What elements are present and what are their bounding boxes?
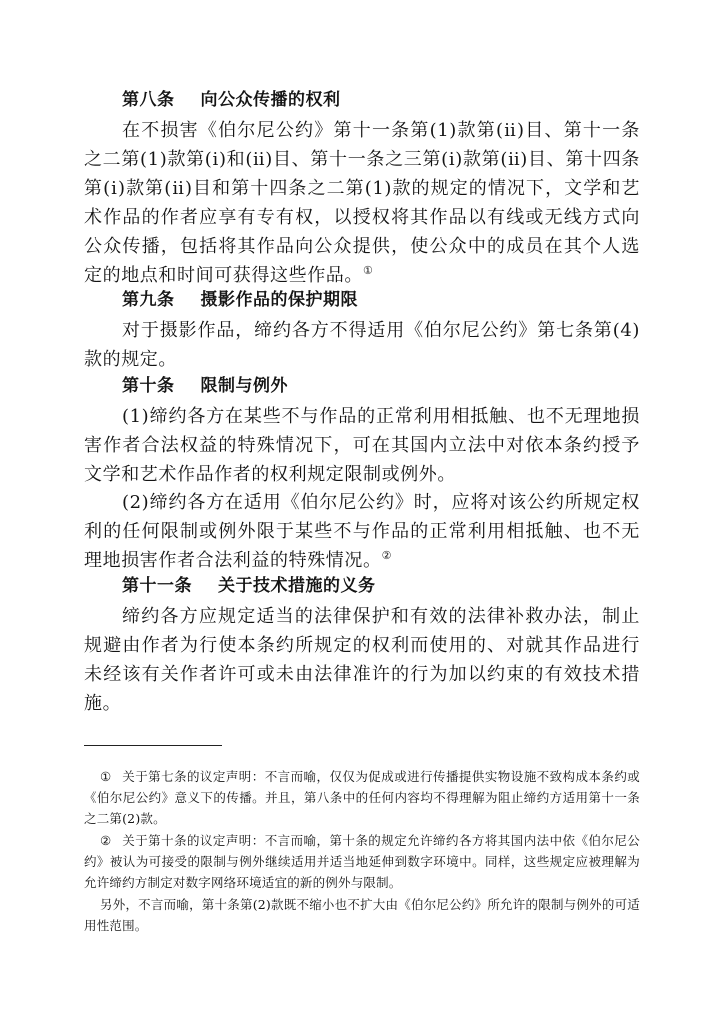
article-11-text: 缔约各方应规定适当的法律保护和有效的法律补救办法，制止规避由作者为行使本条约所规定的权利而使用的、对就其作品进行未经该有关作者许可或未由法律准许的行为加以约束的有效技术措施。: [84, 606, 640, 714]
footnote-2-continuation: [84, 894, 640, 936]
article-10-number: 第十条: [122, 376, 175, 396]
article-11-number: 第十一条: [122, 576, 192, 596]
article-10-paragraph-2: [84, 488, 640, 575]
footnote-2-continuation-text: 另外，不言而喻，第十条第(2)款既不缩小也不扩大由《伯尔尼公约》所允许的限制与例外的可适用性范围。: [84, 897, 640, 933]
footnote-1-text: 关于第七条的议定声明：不言而喻，仅仅为促成或进行传播提供实物设施不致构成本条约或《伯尔尼公约》意义下的传播。并且，第八条中的任何内容均不得理解为阻止缔约方适用第十一条之二第(2)款。: [84, 769, 640, 826]
footnote-ref-1[interactable]: ①: [363, 264, 374, 277]
article-10-para-1-text: (1)缔约各方在某些不与作品的正常利用相抵触、也不无理地损害作者合法权益的特殊情况下，可在其国内立法中对依本条约授予文学和艺术作品作者的权利规定限制或例外。: [84, 406, 640, 485]
footnote-separator: [84, 745, 222, 746]
article-8-number: 第八条: [122, 90, 175, 110]
article-8-body: [84, 116, 640, 290]
article-10-paragraph-1: [84, 402, 640, 489]
article-9-heading: [122, 286, 358, 314]
footnote-1-mark: ①: [100, 769, 112, 784]
article-11-title: 关于技术措施的义务: [218, 576, 376, 596]
footnote-ref-2[interactable]: ②: [381, 549, 393, 562]
article-8-title: 向公众传播的权利: [200, 90, 341, 110]
footnote-2: [84, 830, 640, 893]
article-9-body: [84, 316, 640, 374]
article-9-number: 第九条: [122, 290, 175, 310]
footnote-1: [84, 766, 640, 829]
article-8-heading: [122, 86, 341, 114]
article-10-heading: [122, 372, 288, 400]
article-9-text: 对于摄影作品，缔约各方不得适用《伯尔尼公约》第七条第(4)款的规定。: [84, 320, 640, 370]
article-9-title: 摄影作品的保护期限: [200, 290, 358, 310]
article-11-body: [84, 602, 640, 718]
article-10-title: 限制与例外: [200, 376, 288, 396]
article-10-para-2-text: (2)缔约各方在适用《伯尔尼公约》时，应将对该公约所规定权利的任何限制或例外限于某些不与作品的正常利用相抵触、也不无理地损害作者合法利益的特殊情况。: [84, 492, 640, 571]
article-11-heading: [122, 572, 376, 600]
article-8-text: 在不损害《伯尔尼公约》第十一条第(1)款第(ⅱ)目、第十一条之二第(1)款第(ⅰ)和(ⅱ)目、第十一条之三第(ⅰ)款第(ⅱ)目、第十四条第(ⅰ)款第(ⅱ)目和第十四条之二第(1)款的规定的情况下，文学和艺术作品的作者应享有专有权，以授权将其作品以有线或无线方式向公众传播，包括将其作品向公众提供，使公众中的成员在其个人选定的地点和时间可获得这些作品。: [84, 120, 640, 286]
footnote-2-mark: ②: [100, 833, 112, 848]
footnote-2-text: 关于第十条的议定声明：不言而喻，第十条的规定允许缔约各方将其国内法中依《伯尔尼公约》被认为可接受的限制与例外继续适用并适当地延伸到数字环境中。同样，这些规定应被理解为允许缔约方制定对数字网络环境适宜的新的例外与限制。: [84, 833, 640, 890]
